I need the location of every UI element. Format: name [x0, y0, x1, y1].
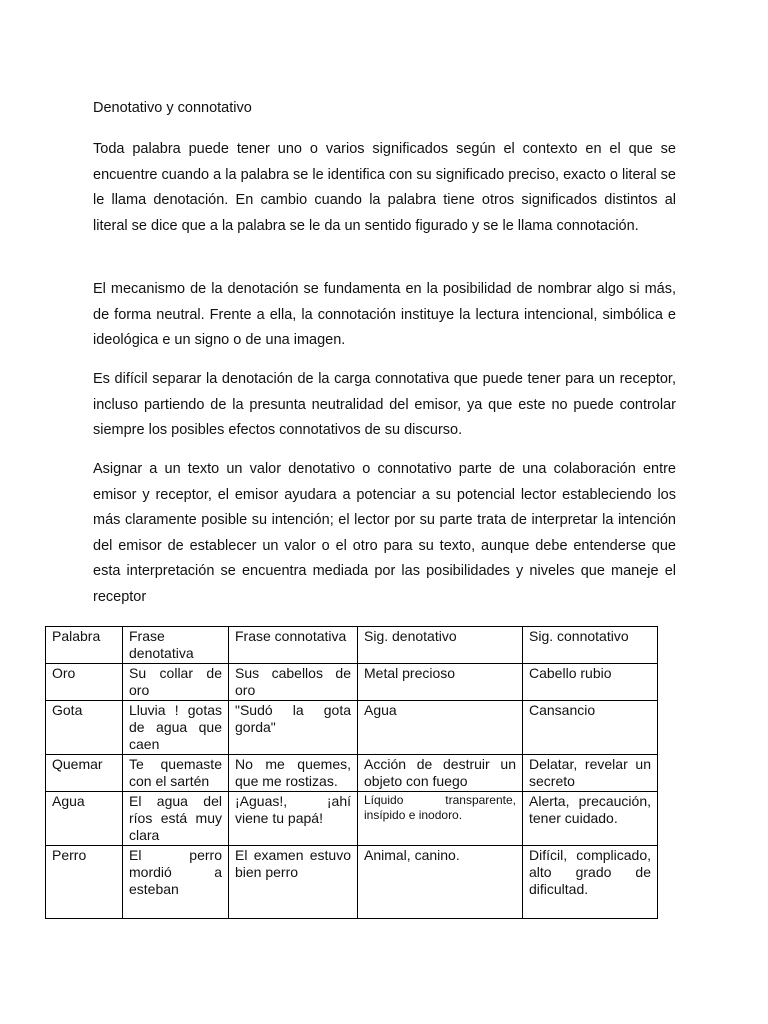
table-cell: Cabello rubio	[523, 664, 658, 701]
table-cell: Delatar, revelar un secreto	[523, 755, 658, 792]
table-row	[46, 846, 658, 919]
paragraph-1: Toda palabra puede tener uno o varios significados según el contexto en el que se encuentre cuando a la palabra se le identifica con su significado preciso, exacto o literal se le llama denotación. En cambio cuando la palabra tiene otros significados distintos al literal se dice que a la palabra se le da un sentido figurado y se le llama connotación.	[93, 141, 676, 234]
comparison-table	[45, 626, 658, 919]
table-cell: "Sudó la gota gorda"	[229, 701, 358, 755]
document-title: Denotativo y connotativo	[93, 100, 252, 116]
table-cell: Difícil, complicado, alto grado de dificultad.	[523, 846, 658, 919]
table-cell: Sus cabellos de oro	[229, 664, 358, 701]
table-row	[46, 755, 658, 792]
table-cell: El examen estuvo bien perro	[229, 846, 358, 919]
table-cell: Gota	[46, 701, 123, 755]
table-cell: Quemar	[46, 755, 123, 792]
table-row	[46, 701, 658, 755]
header-cell: Palabra	[46, 627, 123, 664]
table-cell: Agua	[46, 792, 123, 846]
table-row	[46, 792, 658, 846]
table-cell: Cansancio	[523, 701, 658, 755]
table-cell: Alerta, precaución, tener cuidado.	[523, 792, 658, 846]
table-cell: ¡Aguas!, ¡ahí viene tu papá!	[229, 792, 358, 846]
table-cell: Su collar de oro	[123, 664, 229, 701]
table-cell: El agua del ríos está muy clara	[123, 792, 229, 846]
table-cell: Líquido transparente, insípido e inodoro.	[358, 792, 523, 846]
paragraph-3: Es difícil separar la denotación de la carga connotativa que puede tener para un receptor, incluso partiendo de la presunta neutralidad del emisor, ya que este no puede controlar siempre los posibles efectos connotativos de su discurso.	[93, 371, 676, 439]
table-cell: Agua	[358, 701, 523, 755]
table-cell: Acción de destruir un objeto con fuego	[358, 755, 523, 792]
paragraph-2: El mecanismo de la denotación se fundamenta en la posibilidad de nombrar algo si más, de forma neutral. Frente a ella, la connotación instituye la lectura intencional, simbólica e ideológica e un signo o de una imagen.	[93, 281, 676, 349]
paragraph-4: Asignar a un texto un valor denotativo o connotativo parte de una colaboración entre emisor y receptor, el emisor ayudara a potenciar a su potencial lector estableciendo los más claramente posible su intención; el lector por su parte trata de interpretar la intención del emisor de establecer un valor o el otro para su texto, aunque debe entenderse que esta interpretación se encuentra mediada por las posibilidades y niveles que maneje el receptor	[93, 461, 676, 605]
header-cell: Sig. connotativo	[523, 627, 658, 664]
header-cell: Sig. denotativo	[358, 627, 523, 664]
table-row	[46, 664, 658, 701]
table-header-row	[46, 627, 658, 664]
table-cell: No me quemes, que me rostizas.	[229, 755, 358, 792]
table-cell: Animal, canino.	[358, 846, 523, 919]
table-cell: Oro	[46, 664, 123, 701]
table-cell: Te quemaste con el sartén	[123, 755, 229, 792]
header-cell: Frase connotativa	[229, 627, 358, 664]
header-cell: Frase denotativa	[123, 627, 229, 664]
table-cell: Lluvia ! gotas de agua que caen	[123, 701, 229, 755]
table-cell: El perro mordió a esteban	[123, 846, 229, 919]
table-cell: Perro	[46, 846, 123, 919]
table-cell: Metal precioso	[358, 664, 523, 701]
